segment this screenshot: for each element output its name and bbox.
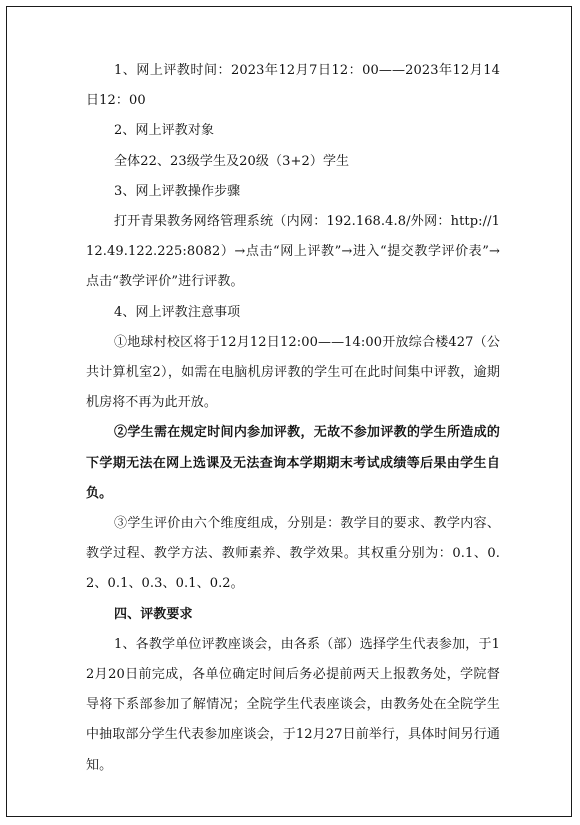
heading-eval-steps: 3、网上评教操作步骤 [114,183,241,199]
heading-eval-notes: 4、网上评教注意事项 [114,304,241,320]
paragraph-eval-time: 1、网上评教时间：2023年12月7日12：00——2023年12月14日12：00 [86,63,500,109]
paragraph-note-2: ②学生需在规定时间内参加评教，无故不参加评教的学生所造成的下学期无法在网上选课及无法查询本学期期末考试成绩等后果由学生自负。 [86,425,500,501]
paragraph-note-1: ①地球村校区将于12月12日12:00——14:00开放综合楼427（公共计算机室2），如需在电脑机房评教的学生可在此时间集中评教，逾期机房将不再为此开放。 [86,334,500,411]
paragraph-requirement-1: 1、各教学单位评教座谈会，由各系（部）选择学生代表参加，于12月20日前完成，各单位确定时间后务必提前两天上报教务处，学院督导将下系部参加了解情况；全院学生代表座谈会，由教务处在全院学生中抽取部分学生代表参加座谈会，于12月27日前举行，具体时间另行通知。 [86,636,500,773]
paragraph-eval-target: 全体22、23级学生及20级（3+2）学生 [114,153,350,169]
paragraph-eval-steps: 打开青果教务网络管理系统（内网：192.168.4.8/外网：http://112.49.122.225:8082）→点击“网上评教”→进入“提交教学评价表”→点击“教学评价”进行评教。 [86,214,500,290]
section-heading-requirements: 四、评教要求 [114,606,193,622]
document-body [86,56,500,781]
paragraph-note-3: ③学生评价由六个维度组成，分别是：教学目的要求、教学内容、教学过程、教学方法、教师素养、教学效果。其权重分别为：0.1、0.2、0.1、0.3、0.1、0.2。 [86,516,500,592]
heading-eval-target: 2、网上评教对象 [114,123,215,139]
